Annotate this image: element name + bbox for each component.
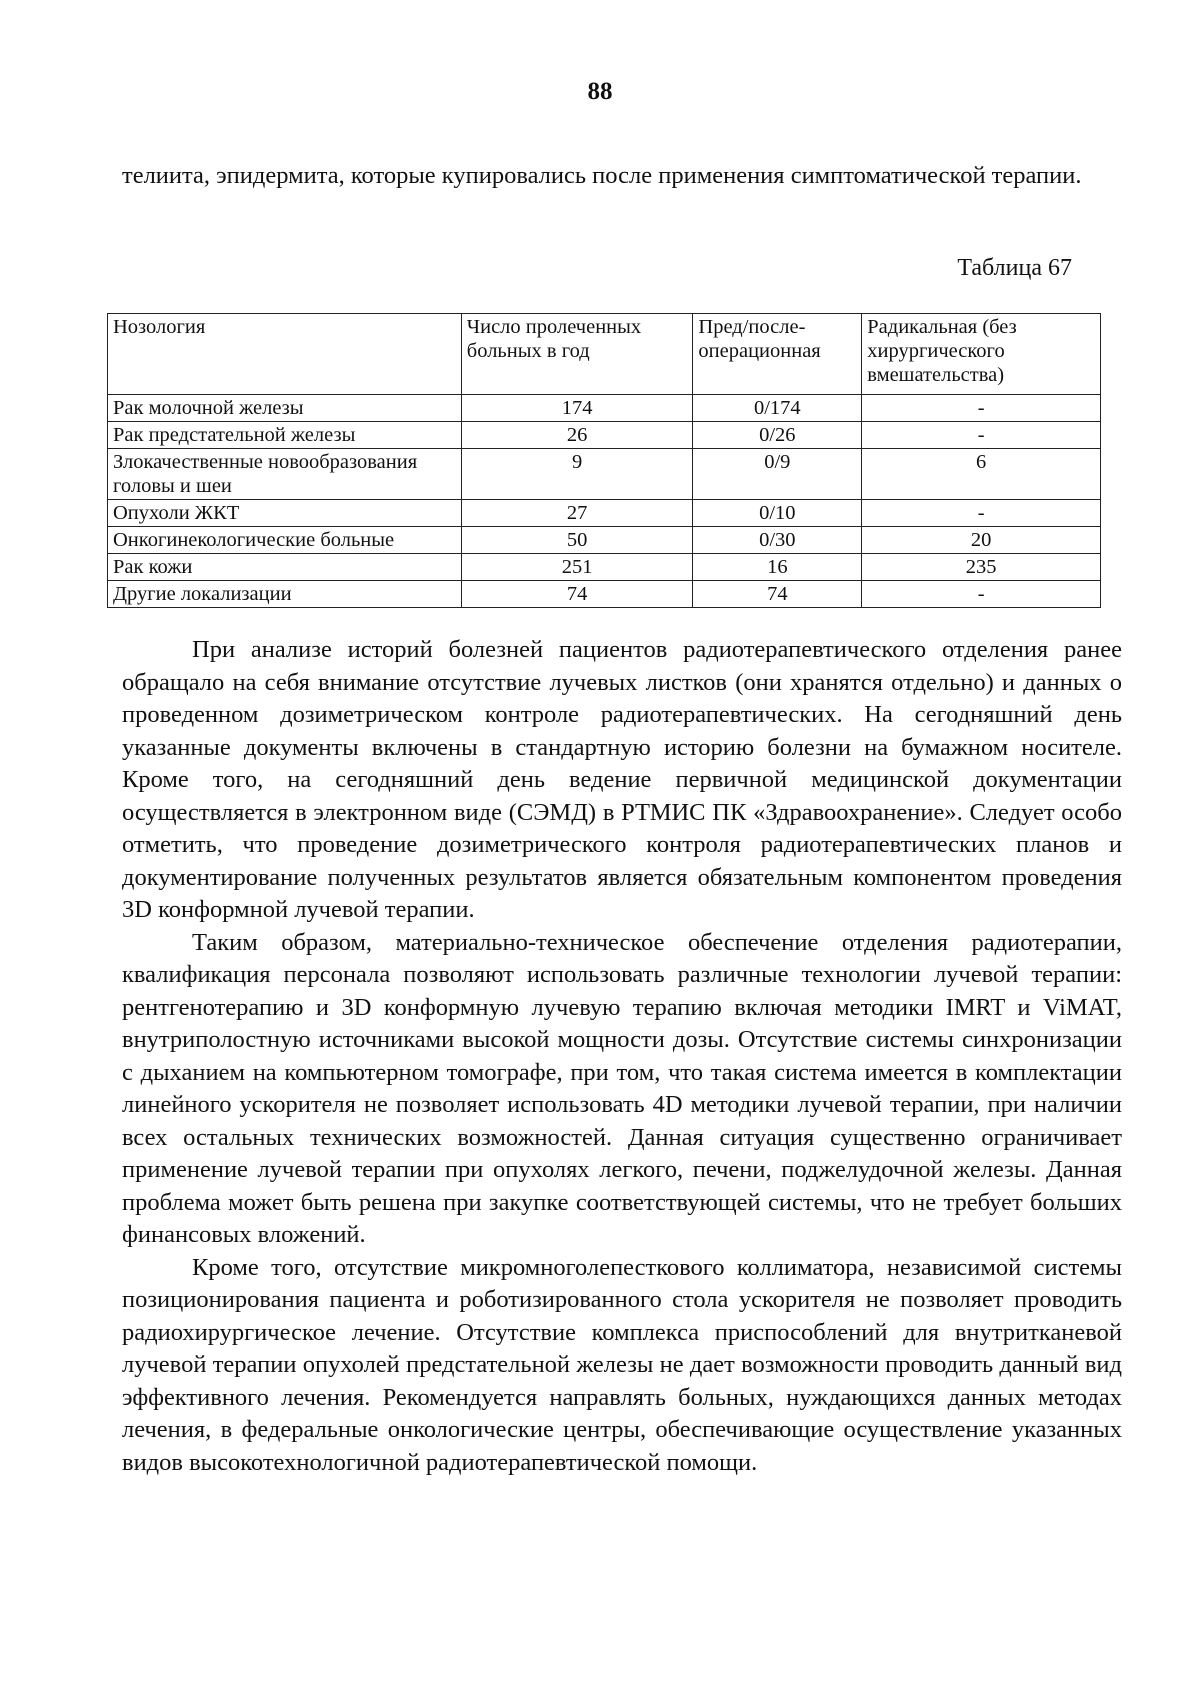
table-row — [108, 500, 1101, 527]
header-nosology: Нозология — [108, 314, 462, 395]
cell-pre-post: 0/9 — [693, 449, 862, 500]
table-row — [108, 554, 1101, 581]
table-row — [108, 449, 1101, 500]
cell-patients: 74 — [461, 581, 693, 608]
cell-patients: 26 — [461, 422, 693, 449]
cell-radical: 235 — [862, 554, 1101, 581]
cell-pre-post: 0/26 — [693, 422, 862, 449]
cell-nosology: Рак молочной железы — [108, 395, 462, 422]
cell-nosology: Другие локализации — [108, 581, 462, 608]
cell-patients: 174 — [461, 395, 693, 422]
cell-pre-post: 0/30 — [693, 527, 862, 554]
cell-nosology: Рак кожи — [108, 554, 462, 581]
cell-pre-post: 16 — [693, 554, 862, 581]
cell-pre-post: 0/10 — [693, 500, 862, 527]
table-row — [108, 422, 1101, 449]
header-patients-per-year: Число пролеченных больных в год — [461, 314, 693, 395]
intro-text: телиита, эпидермита, которые купировались после применения симптоматической терапии. — [122, 162, 1082, 189]
cell-radical: - — [862, 500, 1101, 527]
cell-nosology: Рак предстательной железы — [108, 422, 462, 449]
cell-radical: - — [862, 581, 1101, 608]
cell-radical: - — [862, 422, 1101, 449]
cell-patients: 251 — [461, 554, 693, 581]
paragraph: Кроме того, отсутствие микромноголепесткового коллиматора, независимой системы позиционирования пациента и роботизированного стола ускорителя не позволяет проводить радиохирургическое лечение. Отсутствие комплекса приспособлений для внутритканевой лучевой терапии опухолей предстательной железы не дает возможности проводить данный вид эффективного лечения. Рекомендуется направлять больных, нуждающихся данных методах лечения, в федеральные онкологические центры, обеспечивающие осуществление указанных видов высокотехнологичной радиотерапевтической помощи. — [122, 1253, 1122, 1476]
cell-nosology: Онкогинекологические больные — [108, 527, 462, 554]
cell-nosology: Злокачественные новообразования головы и шеи — [108, 449, 462, 500]
body-text — [122, 634, 1122, 1479]
table-row — [108, 581, 1101, 608]
cell-pre-post: 74 — [693, 581, 862, 608]
nosology-table — [107, 313, 1101, 608]
cell-patients: 27 — [461, 500, 693, 527]
cell-radical: 20 — [862, 527, 1101, 554]
cell-radical: - — [862, 395, 1101, 422]
cell-patients: 9 — [461, 449, 693, 500]
page-number: 88 — [587, 78, 613, 105]
cell-radical: 6 — [862, 449, 1101, 500]
paragraph: Таким образом, материально-техническое обеспечение отделения радиотерапии, квалификация персонала позволяют использовать различные технологии лучевой терапии: рентгенотерапию и 3D конформную лучевую терапию включая методики IMRT и ViMAT, внутриполостную источниками высокой мощности дозы. Отсутствие системы синхронизации с дыханием на компьютерном томографе, при том, что такая система имеется в комплектации линейного ускорителя не позволяет использовать 4D методики лучевой терапии, при наличии всех остальных технических возможностей. Данная ситуация существенно ограничивает применение лучевой терапии при опухолях легкого, печени, поджелудочной железы. Данная проблема может быть решена при закупке соответствующей системы, что не требует больших финансовых вложений. — [122, 928, 1122, 1248]
header-pre-post-operative: Пред/после-операционная — [693, 314, 862, 395]
cell-nosology: Опухоли ЖКТ — [108, 500, 462, 527]
cell-pre-post: 0/174 — [693, 395, 862, 422]
table-header-row — [108, 314, 1101, 395]
table-caption: Таблица 67 — [957, 255, 1072, 281]
table-row — [108, 395, 1101, 422]
header-radical: Радикальная (без хирургического вмешательства) — [862, 314, 1101, 395]
cell-patients: 50 — [461, 527, 693, 554]
paragraph: При анализе историй болезней пациентов радиотерапевтического отделения ранее обращало на себя внимание отсутствие лучевых листков (они хранятся отдельно) и данных о проведенном дозиметрическом контроле радиотерапевтических. На сегодняшний день указанные документы включены в стандартную историю болезни на бумажном носителе. Кроме того, на сегодняшний день ведение первичной медицинской документации осуществляется в электронном виде (СЭМД) в РТМИС ПК «Здравоохранение». Следует особо отметить, что проведение дозиметрического контроля радиотерапевтических планов и документирование полученных результатов является обязательным компонентом проведения 3D конформной лучевой терапии. — [122, 636, 1122, 923]
table-row — [108, 527, 1101, 554]
